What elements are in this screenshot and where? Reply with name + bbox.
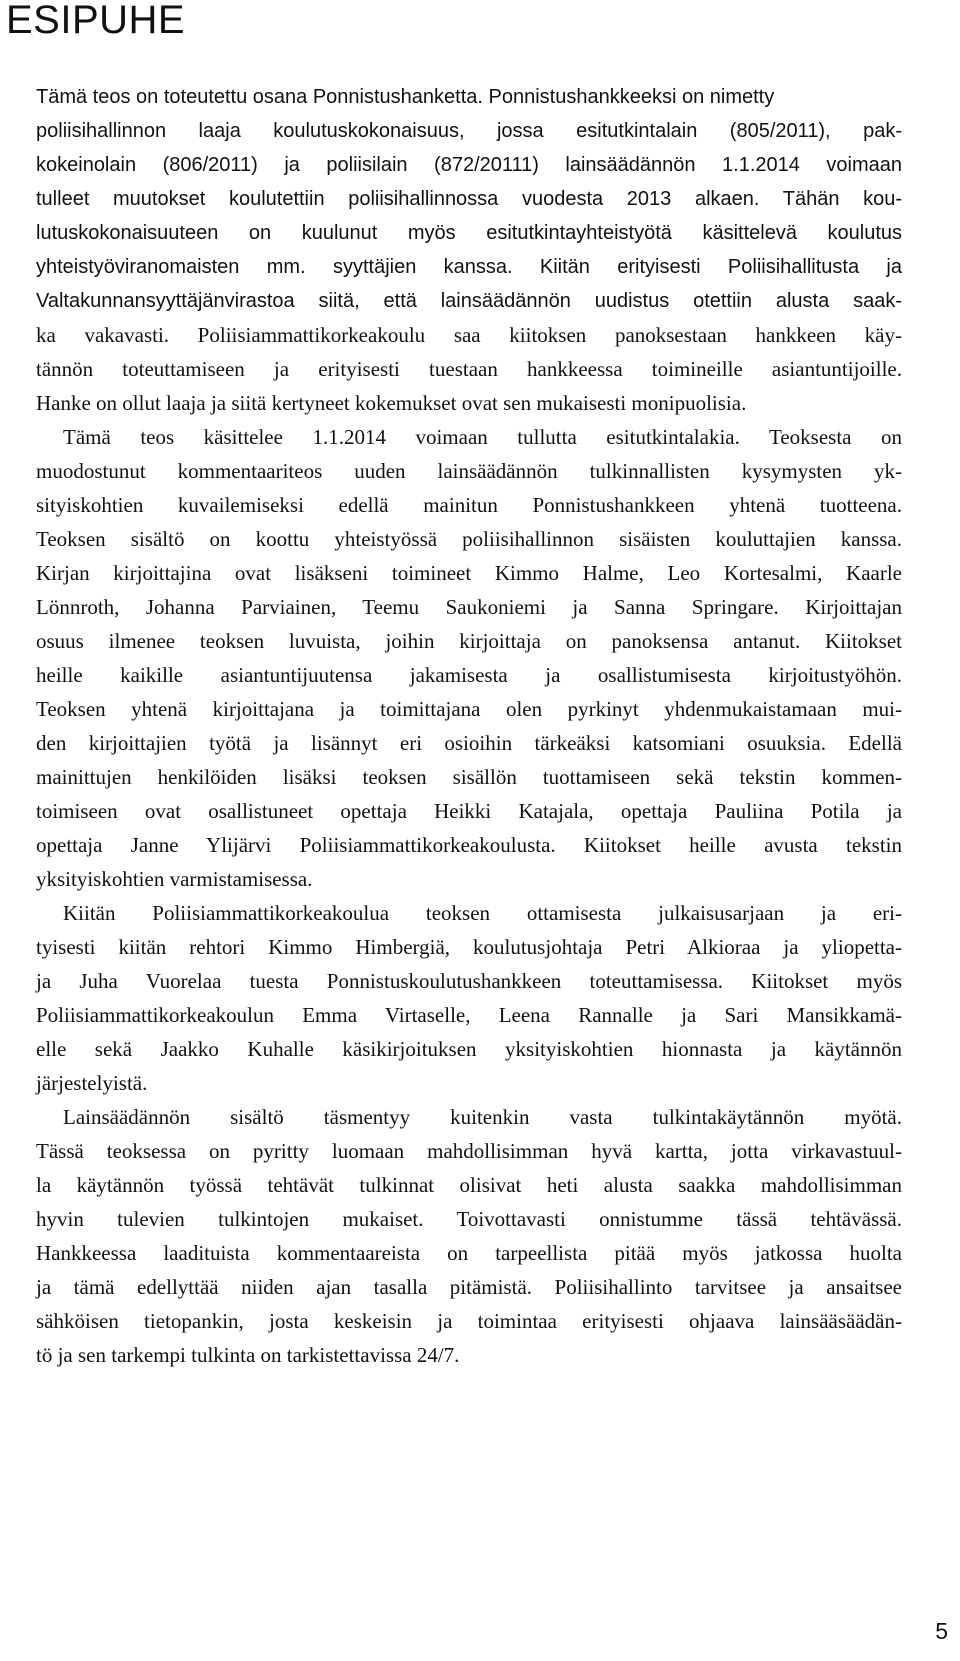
text-line: ja tämä edellyttää niiden ajan tasalla pitämistä. Poliisihallinto tarvitsee ja ansaitsee [36,1275,902,1299]
text-line: Tämä teos käsittelee 1.1.2014 voimaan tullutta esitutkintalakia. Teoksesta on [63,425,902,449]
text-line: osuus ilmenee teoksen luvuista, joihin kirjoittaja on panoksensa antanut. Kiitokset [36,629,902,653]
text-line: ja Juha Vuorelaa tuesta Ponnistuskoulutushankkeen toteuttamisessa. Kiitokset myös [36,969,902,993]
text-line: muodostunut kommentaariteos uuden lainsäädännön tulkinnallisten kysymysten yk- [36,459,902,483]
text-line: sityiskohtien kuvailemiseksi edellä mainitun Ponnistushankkeen yhtenä tuotteena. [36,493,902,517]
text-line: Teoksen sisältö on koottu yhteistyössä poliisihallinnon sisäisten kouluttajien kanssa. [36,527,902,551]
text-line: Hankkeessa laadituista kommentaareista on tarpeellista pitää myös jatkossa huolta [36,1241,902,1265]
text-line: Poliisiammattikorkeakoulun Emma Virtaselle, Leena Rannalle ja Sari Mansikkamä- [36,1003,902,1027]
text-line: hyvin tulevien tulkintojen mukaiset. Toivottavasti onnistumme tässä tehtävässä. [36,1207,902,1231]
text-line: tyisesti kiitän rehtori Kimmo Himbergiä, koulutusjohtaja Petri Alkioraa ja yliopetta- [36,935,902,959]
text-line: Kiitän Poliisiammattikorkeakoulua teoksen ottamisesta julkaisusarjaan ja eri- [63,901,902,925]
text-line: ka vakavasti. Poliisiammattikorkeakoulu saa kiitoksen panoksestaan hankkeen käy- [36,323,902,347]
text-line: den kirjoittajien työtä ja lisännyt eri osioihin tärkeäksi katsomiani osuuksia. Edellä [36,731,902,755]
text-line: Tämä teos on toteutettu osana Ponnistushanketta. Ponnistushankkeeksi on nimetty [36,86,775,108]
page-number: 5 [935,1618,948,1644]
page-heading: ESIPUHE [6,0,186,42]
text-line: poliisihallinnon laaja koulutuskokonaisuus, jossa esitutkintalain (805/2011), pak- [36,120,902,142]
text-line: Teoksen yhtenä kirjoittajana ja toimittajana olen pyrkinyt yhdenmukaistamaan mui- [36,697,902,721]
text-line: toimiseen ovat osallistuneet opettaja Heikki Katajala, opettaja Pauliina Potila ja [36,799,902,823]
text-line: la käytännön työssä tehtävät tulkinnat olisivat heti alusta saakka mahdollisimman [36,1173,902,1197]
body-text [36,80,902,1372]
text-line: Hanke on ollut laaja ja siitä kertyneet kokemukset ovat sen mukaisesti monipuolisia. [36,391,747,415]
text-line: tännön toteuttamiseen ja erityisesti tuestaan hankkeessa toimineille asiantuntijoille. [36,357,902,381]
text-line: Tässä teoksessa on pyritty luomaan mahdollisimman hyvä kartta, jotta virkavastuul- [36,1139,902,1163]
text-line: Kirjan kirjoittajina ovat lisäkseni toimineet Kimmo Halme, Leo Kortesalmi, Kaarle [36,561,902,585]
text-line: järjestelyistä. [36,1071,148,1095]
text-line: lutuskokonaisuuteen on kuulunut myös esitutkintayhteistyötä käsittelevä koulutus [36,222,902,244]
text-line: mainittujen henkilöiden lisäksi teoksen sisällön tuottamiseen sekä tekstin kommen- [36,765,902,789]
text-line: tö ja sen tarkempi tulkinta on tarkistettavissa 24/7. [36,1343,460,1367]
text-line: yhteistyöviranomaisten mm. syyttäjien kanssa. Kiitän erityisesti Poliisihallitusta ja [36,256,902,278]
text-line: Lainsäädännön sisältö täsmentyy kuitenkin vasta tulkintakäytännön myötä. [63,1105,902,1129]
text-line: kokeinolain (806/2011) ja poliisilain (872/20111) lainsäädännön 1.1.2014 voimaan [36,154,902,176]
text-line: sähköisen tietopankin, josta keskeisin ja toimintaa erityisesti ohjaava lainsääsäädän- [36,1309,902,1333]
text-line: Valtakunnansyyttäjänvirastoa siitä, että lainsäädännön uudistus otettiin alusta saak- [36,290,902,312]
text-line: heille kaikille asiantuntijuutensa jakamisesta ja osallistumisesta kirjoitustyöhön. [36,663,902,687]
text-line: Lönnroth, Johanna Parviainen, Teemu Saukoniemi ja Sanna Springare. Kirjoittajan [36,595,902,619]
text-line: yksityiskohtien varmistamisessa. [36,867,313,891]
text-line: elle sekä Jaakko Kuhalle käsikirjoituksen yksityiskohtien hionnasta ja käytännön [36,1037,902,1061]
text-line: opettaja Janne Ylijärvi Poliisiammattikorkeakoulusta. Kiitokset heille avusta tekstin [36,833,902,857]
text-line: tulleet muutokset koulutettiin poliisihallinnossa vuodesta 2013 alkaen. Tähän kou- [36,188,902,210]
